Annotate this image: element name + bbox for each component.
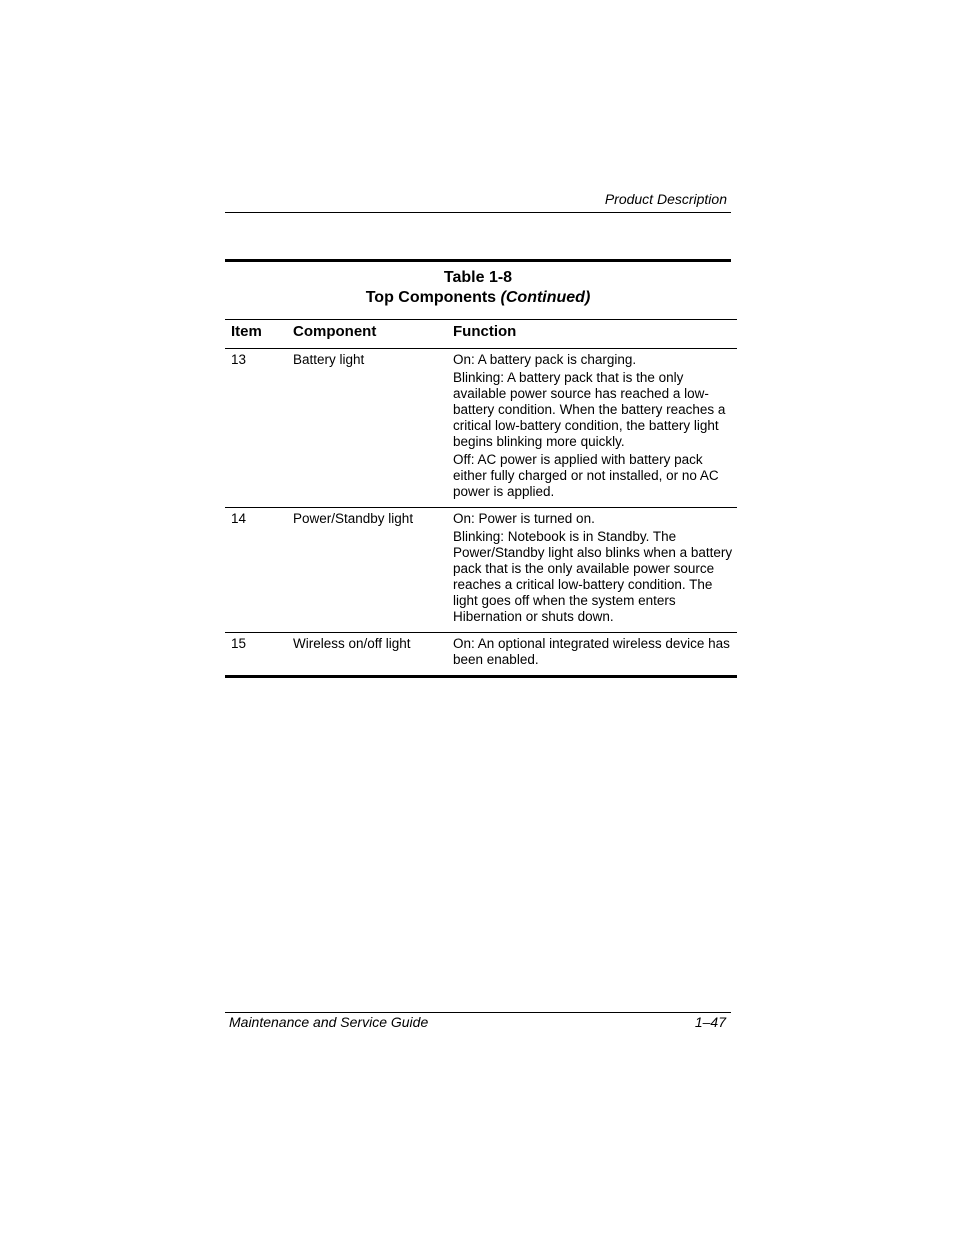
component-name: Battery light [293, 349, 453, 508]
item-number: 14 [225, 508, 293, 633]
table-title-text: Top Components [365, 289, 497, 306]
table-header-row [225, 320, 737, 349]
column-header-item: Item [225, 320, 293, 349]
running-header: Product Description [604, 191, 727, 207]
item-number: 15 [225, 633, 293, 677]
component-name: Power/Standby light [293, 508, 453, 633]
column-header-function: Function [453, 320, 737, 349]
top-components-table [225, 319, 737, 678]
column-header-component: Component [293, 320, 453, 349]
table-caption [225, 268, 731, 308]
function-paragraph: On: Power is turned on. [453, 511, 595, 526]
function-description [453, 349, 737, 508]
table-title-continued: (Continued) [500, 289, 591, 306]
function-paragraph: Blinking: Notebook is in Standby. The Power/Standby light also blinks when a battery pack that is the only available power source reaches a critical low-battery condition. The light goes off when the system enters Hibernation or shuts down. [453, 529, 733, 624]
table-row [225, 633, 737, 677]
table-number: Table 1-8 [443, 269, 513, 286]
table-row [225, 508, 737, 633]
table-top-rule [225, 259, 731, 262]
component-name: Wireless on/off light [293, 633, 453, 677]
item-number: 13 [225, 349, 293, 508]
footer-guide-title: Maintenance and Service Guide [229, 1014, 429, 1030]
footer-page-number: 1–47 [694, 1014, 726, 1030]
function-paragraph: Off: AC power is applied with battery pack either fully charged or not installed, or no AC power is applied. [453, 452, 719, 499]
function-paragraph: Blinking: A battery pack that is the only available power source has reached a low-battery condition. When the battery reaches a critical low-battery condition, the battery light begins blinking more quickly. [453, 370, 726, 449]
function-paragraph: On: A battery pack is charging. [453, 352, 637, 367]
header-rule [225, 212, 731, 213]
function-paragraph: On: An optional integrated wireless device has been enabled. [453, 636, 730, 667]
function-description [453, 508, 737, 633]
table-row [225, 349, 737, 508]
table-title [225, 288, 731, 308]
function-description [453, 633, 737, 677]
